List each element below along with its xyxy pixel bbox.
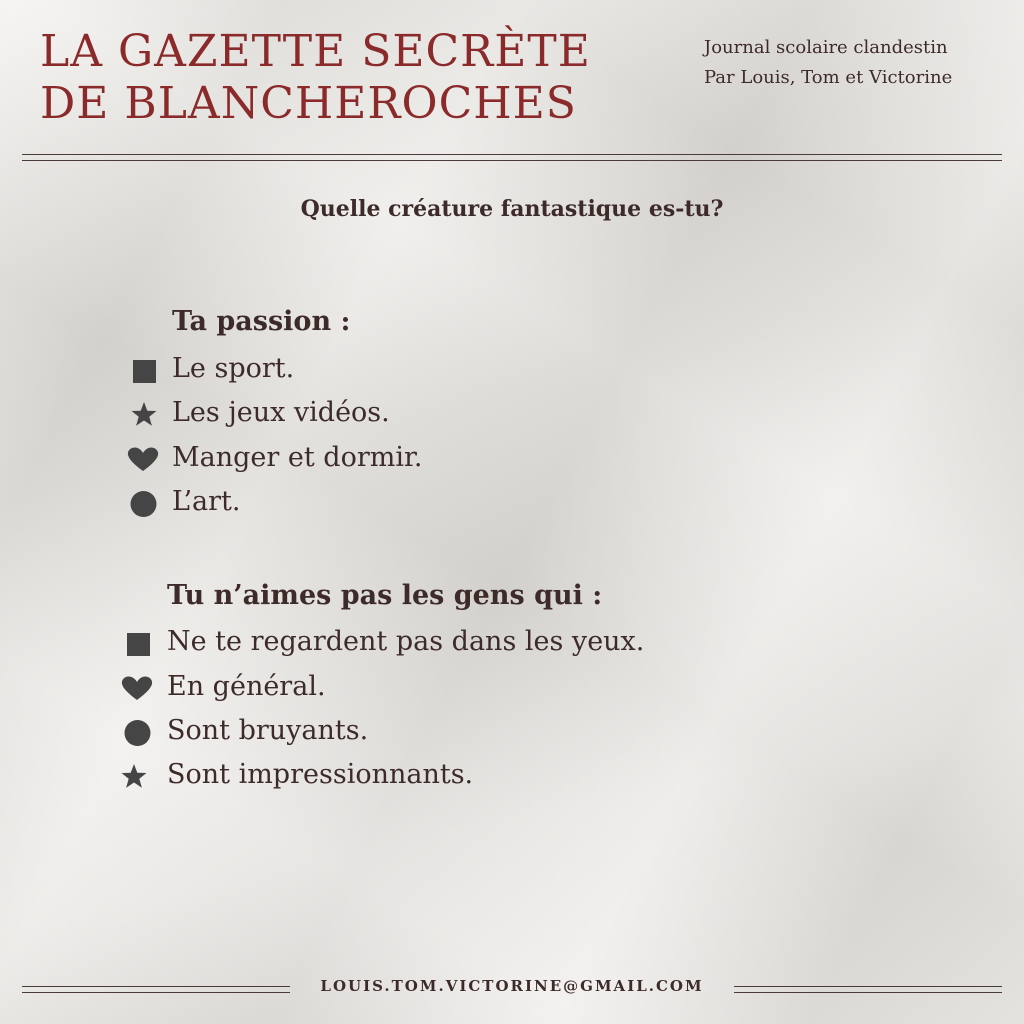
footer-divider-right: [734, 986, 1002, 993]
masthead-title-line1: LA GAZETTE SECRÈTE: [40, 26, 591, 77]
question-2-label: Tu n’aimes pas les gens qui :: [167, 580, 603, 611]
masthead-subtitle-line2: Par Louis, Tom et Victorine: [704, 67, 953, 88]
star-icon: [130, 400, 158, 428]
footer-email: LOUIS.TOM.VICTORINE@GMAIL.COM: [320, 977, 704, 995]
question-1-label: Ta passion :: [172, 306, 351, 337]
option-text: En général.: [167, 671, 326, 702]
masthead-title-line2: DE BLANCHEROCHES: [40, 78, 577, 129]
header-divider: [22, 154, 1002, 161]
quiz-title: Quelle créature fantastique es-tu?: [300, 196, 724, 222]
option-text: Ne te regardent pas dans les yeux.: [167, 626, 645, 657]
square-icon: [124, 629, 152, 657]
masthead-title: [40, 26, 591, 130]
circle-icon: [124, 718, 152, 746]
heart-icon: [120, 674, 154, 702]
masthead-subtitle-line1: Journal scolaire clandestin: [704, 37, 948, 58]
heart-icon: [126, 445, 160, 473]
circle-icon: [130, 489, 158, 517]
option-text: Le sport.: [172, 353, 295, 384]
star-icon: [120, 762, 148, 790]
option-text: Sont impressionnants.: [167, 759, 474, 790]
option-text: L’art.: [172, 486, 241, 517]
option-text: Sont bruyants.: [167, 715, 369, 746]
square-icon: [130, 356, 158, 384]
option-text: Les jeux vidéos.: [172, 397, 390, 428]
masthead-subtitle: [704, 33, 952, 93]
option-text: Manger et dormir.: [172, 442, 423, 473]
